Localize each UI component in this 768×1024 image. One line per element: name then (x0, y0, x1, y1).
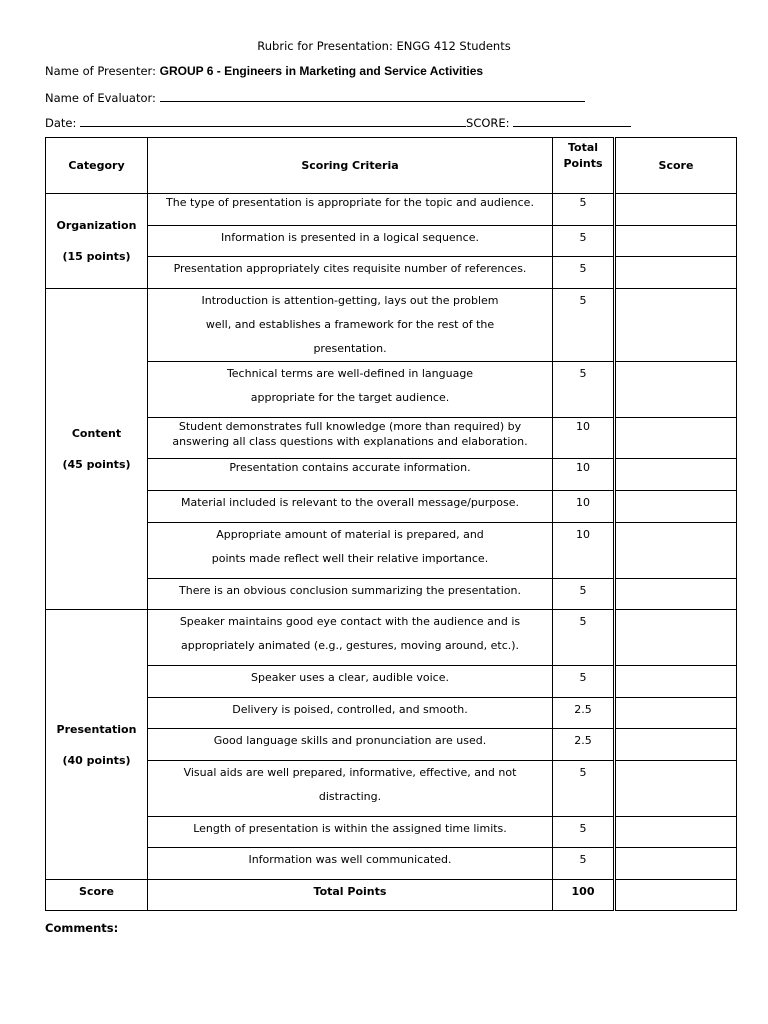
score-input-cell[interactable] (615, 459, 737, 491)
table-row (46, 362, 737, 418)
table-footer-row (46, 880, 737, 911)
criteria-cell: Material included is relevant to the overall message/purpose. (148, 491, 553, 523)
score-label: SCORE: (466, 116, 514, 130)
presenter-field (45, 64, 483, 78)
criteria-cell: Appropriate amount of material is prepared, and points made reflect well their relative importance. (148, 523, 553, 579)
score-input-cell[interactable] (615, 761, 737, 817)
table-header-row (46, 138, 737, 194)
score-input-cell[interactable] (615, 729, 737, 761)
criteria-cell: Student demonstrates full knowledge (more than required) by answering all class questions with explanations and elaboration. (148, 418, 553, 459)
table-row (46, 848, 737, 880)
points-cell: 10 (553, 523, 615, 579)
criteria-cell: There is an obvious conclusion summarizing the presentation. (148, 579, 553, 610)
evaluator-label: Name of Evaluator: (45, 91, 160, 105)
table-row (46, 666, 737, 698)
points-cell: 5 (553, 761, 615, 817)
footer-criteria: Total Points (148, 880, 553, 911)
category-points: (45 points) (62, 458, 131, 471)
criteria-cell: Introduction is attention-getting, lays out the problem well, and establishes a framework for the rest of the presentation. (148, 289, 553, 362)
header-category: Category (46, 138, 148, 194)
points-cell: 5 (553, 817, 615, 848)
category-points: (15 points) (62, 250, 131, 263)
comments-label: Comments: (45, 921, 119, 935)
table-row (46, 491, 737, 523)
criteria-cell: Delivery is poised, controlled, and smooth. (148, 698, 553, 729)
rubric-table (45, 137, 737, 911)
table-row (46, 459, 737, 491)
table-row (46, 418, 737, 459)
header-score: Score (615, 138, 737, 194)
category-presentation (46, 610, 148, 880)
header-scoring-criteria: Scoring Criteria (148, 138, 553, 194)
points-cell: 5 (553, 610, 615, 666)
header-total-points: Total Points (553, 138, 615, 194)
table-row (46, 729, 737, 761)
footer-category: Score (46, 880, 148, 911)
points-cell: 5 (553, 194, 615, 226)
category-organization (46, 194, 148, 289)
category-points: (40 points) (62, 753, 131, 767)
criteria-cell: Presentation contains accurate information. (148, 459, 553, 491)
score-input-cell[interactable] (615, 418, 737, 459)
criteria-cell: Speaker uses a clear, audible voice. (148, 666, 553, 698)
category-name: Presentation (56, 722, 137, 736)
score-input-cell[interactable] (615, 848, 737, 880)
table-row (46, 817, 737, 848)
table-row (46, 579, 737, 610)
table-row (46, 289, 737, 362)
category-name: Organization (56, 219, 137, 232)
evaluator-blank-line[interactable] (160, 89, 585, 102)
points-cell: 5 (553, 579, 615, 610)
criteria-cell: The type of presentation is appropriate for the topic and audience. (148, 194, 553, 226)
points-cell: 5 (553, 226, 615, 257)
date-score-field (45, 114, 631, 130)
table-row (46, 610, 737, 666)
table-row (46, 698, 737, 729)
points-cell: 10 (553, 491, 615, 523)
score-blank-line[interactable] (513, 114, 631, 127)
criteria-cell: Speaker maintains good eye contact with the audience and is appropriately animated (e.g., gestures, moving around, etc.). (148, 610, 553, 666)
points-cell: 5 (553, 362, 615, 418)
evaluator-field (45, 89, 585, 105)
criteria-cell: Information is presented in a logical sequence. (148, 226, 553, 257)
score-input-cell[interactable] (615, 698, 737, 729)
criteria-cell: Information was well communicated. (148, 848, 553, 880)
score-input-cell[interactable] (615, 362, 737, 418)
footer-total-points: 100 (553, 880, 615, 911)
criteria-cell: Technical terms are well-defined in language appropriate for the target audience. (148, 362, 553, 418)
presenter-label: Name of Presenter: (45, 64, 160, 78)
score-input-cell[interactable] (615, 523, 737, 579)
score-input-cell[interactable] (615, 666, 737, 698)
score-input-cell[interactable] (615, 610, 737, 666)
points-cell: 5 (553, 257, 615, 289)
points-cell: 2.5 (553, 729, 615, 761)
table-row (46, 226, 737, 257)
table-row (46, 523, 737, 579)
document-title: Rubric for Presentation: ENGG 412 Students (257, 39, 511, 53)
presenter-value: GROUP 6 - Engineers in Marketing and Service Activities (159, 64, 484, 78)
score-input-cell[interactable] (615, 257, 737, 289)
points-cell: 2.5 (553, 698, 615, 729)
score-input-cell[interactable] (615, 579, 737, 610)
score-input-cell[interactable] (615, 289, 737, 362)
points-cell: 5 (553, 848, 615, 880)
score-input-cell[interactable] (615, 226, 737, 257)
points-cell: 5 (553, 289, 615, 362)
date-blank-line[interactable] (80, 114, 466, 127)
points-cell: 10 (553, 418, 615, 459)
table-row (46, 194, 737, 226)
table-row (46, 761, 737, 817)
criteria-cell: Length of presentation is within the assigned time limits. (148, 817, 553, 848)
category-content (46, 289, 148, 610)
date-label: Date: (45, 116, 81, 130)
score-input-cell[interactable] (615, 194, 737, 226)
category-name: Content (71, 427, 122, 440)
criteria-cell: Good language skills and pronunciation are used. (148, 729, 553, 761)
total-score-input-cell[interactable] (615, 880, 737, 911)
points-cell: 5 (553, 666, 615, 698)
table-row (46, 257, 737, 289)
score-input-cell[interactable] (615, 491, 737, 523)
criteria-cell: Presentation appropriately cites requisite number of references. (148, 257, 553, 289)
criteria-cell: Visual aids are well prepared, informative, effective, and not distracting. (148, 761, 553, 817)
points-cell: 10 (553, 459, 615, 491)
score-input-cell[interactable] (615, 817, 737, 848)
